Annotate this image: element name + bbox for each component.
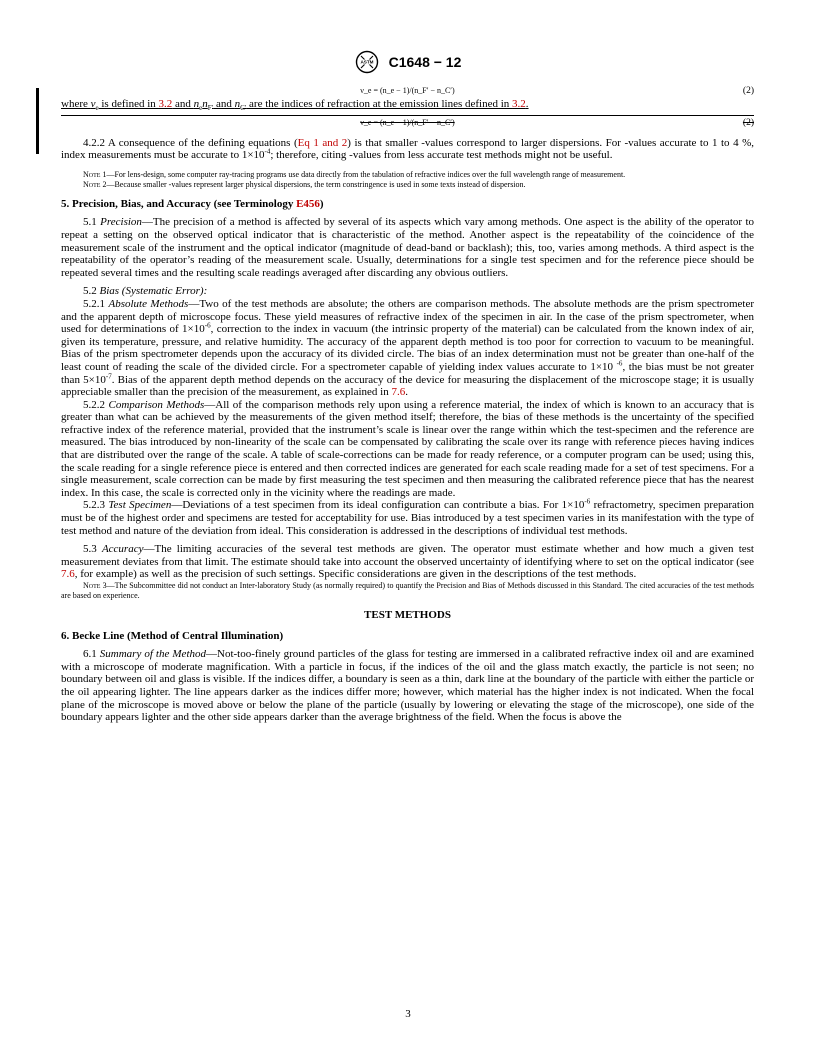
section-reference-link[interactable]: 7.6 [61,568,75,581]
equation-formula: ν_e = (n_e − 1)/(n_F′ − n_C′) [360,86,455,95]
paragraph-5-1: 5.1 Precision—The precision of a method is affected by several of its aspects which vary among methods. One aspect is the ability of the operator to repeat a setting on the observed optical indicator that is characteristic of the method. Another aspect is the repeatability of the coincidence of the measurement scale of the instrument and the optical indicator (magnitude of dead-band or backlash); this, too, varies among methods. A third aspect is the repeatability of the operator’s reading of the measurement scale. Usually, determinations for a single test specimen and for the reference piece should be repeated several times and the resulting scale readings averaged after discarding any obvious outliers. [61,216,754,279]
paragraph-5-2-2: 5.2.2 Comparison Methods—All of the comparison methods rely upon using a reference material, the index of which is known to an accuracy that is greater than what can be achieved by the measurements of the given method itself; therefore, the bias of these methods is the uncertainty of the specified refractive index of the reference material, provided that the instrument’s scale is linear over the range within which the test-specimen and the reference are measured. The bias introduced by non-linearity of the scale can be compensated by calibrating the scale over its range with reference pieces having indices that are distributed over the range of the scale. A table of scale-corrections can be made for ready reference, or a computer program can be used; using this, the scale reading for a single reference piece is entered and then corrected indices are generated for each scale reading made for a set of test specimens. For a single measurement, scale correction can be made by first measuring the test specimen and then measuring the calibrated reference piece that has the nearest index. In this case, the scale is corrected only in the vicinity where the readings are made. [61,398,755,499]
test-methods-heading: TEST METHODS [364,609,451,621]
note-1: Note 1—For lens-design, some computer ray-tracing programs use data directly from the tabulation of refractive indices over the full wavelength range of measurement. [83,169,626,179]
paragraph-4-2-2: 4.2.2 A consequence of the defining equations (Eq 1 and 2) is that smaller -values correspond to larger dispersions. For -values accurate to 1 to 4 %, index measurements must be accurate to $1\times 10^{-4}$; therefore, citing -values from less accurate test methods might not be useful. [61,136,754,162]
reference-link[interactable]: 3.2 [158,98,173,110]
note-3: Note 3—The Subcommittee did not conduct an Inter-laboratory Study (as normally required) to quantify the Precision and Bias of Methods discussed in this Standard. The cited accuracies of the test methods are based on experience. [61,581,754,600]
revision-bar [36,88,39,154]
equation-formula: ν_e = (n_e − 1)/(n_F′ − n_C′) [360,117,455,127]
terminology-reference-link[interactable]: E456 [296,197,320,210]
paragraph-6-1: 6.1 Summary of the Method—Not-too-finely ground particles of the glass for testing are immersed in a calibrated refractive index oil and are examined with a microscope of moderate magnification. With a particle in focus, if the indices of the oil and the glass match exactly, the particle is not seen; no boundary between oil and glass is visible. If the indices differ, a boundary is seen as a thin, dark line at the boundary of the particle with either the particle or the oil appearing lighter. The line appears darker as the indices differ more; however, which material has the higher index is not indicated. When the focal plane of the microscope is moved above or below the plane of the particle (usually by lowering or elevating the stage of the microscope), one side of the boundary appears lighter and the other side appears darker than the average brightness of the field. When the focus is above the [61,648,754,724]
equation-2-struck [61,115,754,129]
page-header [0,50,816,74]
standard-designation: C1648 − 12 [388,54,462,70]
reference-link[interactable]: 3.2 [512,98,526,110]
section-6-heading: 6. Becke Line (Method of Central Illumination) [61,629,284,642]
page-number: 3 [405,1008,411,1020]
paragraph-5-2: 5.2 Bias (Systematic Error): [83,285,208,298]
equation-number: (2) [742,86,754,96]
note-2: Note 2—Because smaller -values represent larger physical dispersions, the term constringence is used in some texts instead of dispersion. [83,179,526,189]
svg-text:ASTM: ASTM [360,59,374,65]
equation-reference-link[interactable]: Eq 1 and 2 [297,136,348,149]
document-body [61,84,754,724]
equation-number: (2) [742,117,754,128]
paragraph-5-2-1: 5.2.1 Absolute Methods—Two of the test methods are absolute; the others are comparison methods. The absolute methods are the prism spectrometer and the apparent depth of microscope focus. These yield measures of refractive index of the specimen in air. In the case of the prism spectrometer, when used for determinations of $1\times 10^{-6}$, correction to the index in vacuum (the intrinsic property of the material) can be calculated from the known index of air, given its temperature, pressure, and relative humidity. The accuracy of the apparent depth method is too poor for correction to vacuum to be meaningful. Bias of the prism spectrometer depends upon the accuracy of its divided circle. The bias of an index determination must not be greater than one-half of the least count of reading the scale of the divided circle. For a spectrometer capable of yielding index values accurate to 1×10 $^{-6}$, the bias must be not greater than $5\times 10^{-7}$. Bias of the apparent depth method depends on the accuracy of the device for measuring the displacement of the microscope stage; it is usually appreciable smaller than the precision of the measurement, as explained in 7.6. [61,297,754,399]
equation-2-new [61,84,754,97]
astm-logo-icon [355,50,379,74]
where-clause: where $v_e$ is defined in 3.2 and $n_en_{F'}$ and $n_{C'}$ are the indices of refraction at the emission lines defined in 3.2. [61,98,529,113]
section-5-heading: 5. Precision, Bias, and Accuracy (see Terminology E456) [61,197,324,210]
section-reference-link[interactable]: 7.6 [391,386,406,399]
paragraph-5-2-3: 5.2.3 Test Specimen—Deviations of a test specimen from its ideal configuration can contribute a bias. For $1\times 10^{-6}$ refractometry, specimen preparation must be of the highest order and specimens are tested for acceptability for use. Bias introduced by a test specimen varies in its manifestation with the type of test method and nature of the deviation from ideal. This consideration is addressed in the descriptions of individual test methods. [61,497,754,537]
paragraph-5-3: 5.3 Accuracy—The limiting accuracies of the several test methods are given. The operator must estimate whether and how much a given test measurement deviates from that limit. The estimate should take into account the observed uncertainty of identifying where to set on the optical indicator (see 7.6, for example) as well as the precision of such settings. Specific considerations are given in the descriptions of the test methods. [61,543,754,581]
